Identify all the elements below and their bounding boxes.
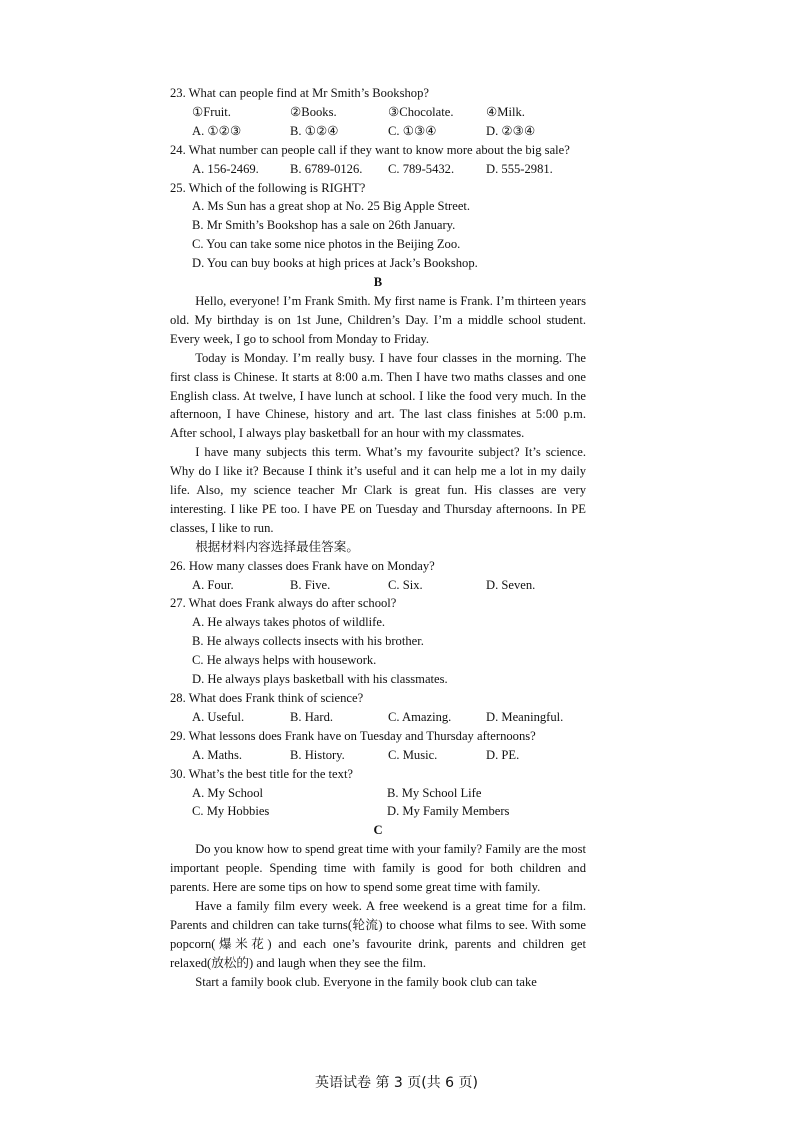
option: B. Hard.: [290, 709, 334, 724]
option: C. Amazing.: [388, 709, 452, 724]
question-30-options: [170, 784, 586, 803]
item: ③Chocolate.: [388, 104, 454, 119]
option: A. My School: [192, 785, 264, 800]
option: C. He always helps with housework.: [192, 653, 377, 668]
option: C. My Hobbies: [192, 804, 270, 819]
option: D. PE.: [486, 747, 520, 762]
passage-b-paragraph: I have many subjects this term. What’s my favourite subject? It’s science. Why do I like it? Because I think it’s useful and it can help me a lot in my daily life. Also, my science teacher Mr Clark is great fun. His classes are very interesting. I like PE too. I have PE on Tuesday and Thursday afternoons. In PE classes, I like to run.: [170, 445, 586, 535]
option: C. ①③④: [388, 123, 437, 138]
question-29-options: [170, 746, 586, 765]
option: A. Useful.: [192, 709, 245, 724]
option: D. My Family Members: [387, 804, 510, 819]
question-28-options: [170, 708, 586, 727]
option: A. Four.: [192, 577, 234, 592]
passage-c-paragraph: Have a family film every week. A free weekend is a great time for a film. Parents and children can take turns(轮流) to choose what films to see. With some popcorn(爆米花) and each one’s favourite drink, parents and children get relaxed(放松的) and laugh when they see the film.: [170, 898, 586, 970]
option: C. 789-5432.: [388, 161, 455, 176]
option: A. Ms Sun has a great shop at No. 25 Big Apple Street.: [192, 199, 471, 214]
option: D. 555-2981.: [486, 161, 553, 176]
question-28: 28. What does Frank think of science?: [170, 691, 364, 705]
option: D. Meaningful.: [486, 709, 564, 724]
option: D. ②③④: [486, 123, 536, 138]
item: ②Books.: [290, 104, 337, 119]
question-27: 27. What does Frank always do after school?: [170, 596, 397, 611]
exam-page-content: [170, 84, 586, 992]
option: B. Mr Smith’s Bookshop has a sale on 26th January.: [192, 218, 456, 233]
option: A. Maths.: [192, 747, 243, 762]
question-23-items: [170, 103, 586, 122]
passage-b-paragraph: Hello, everyone! I’m Frank Smith. My first name is Frank. I’m thirteen years old. My birthday is on 1st June, Children’s Day. I’m a middle school student. Every week, I go to school from Monday to Friday.: [170, 293, 586, 346]
passage-c-paragraph: Start a family book club. Everyone in the family book club can take: [195, 974, 537, 989]
item: ①Fruit.: [192, 104, 231, 119]
option: A. ①②③: [192, 123, 242, 138]
option: B. History.: [290, 747, 345, 762]
option: D. Seven.: [486, 577, 536, 592]
option: A. 156-2469.: [192, 161, 259, 176]
question-30-options: [170, 802, 586, 821]
section-b-heading: B: [373, 275, 383, 290]
instruction: 根据材料内容选择最佳答案。: [195, 539, 359, 554]
option: B. ①②④: [290, 123, 339, 138]
option: A. He always takes photos of wildlife.: [192, 615, 386, 630]
option: D. You can buy books at high prices at Jack’s Bookshop.: [192, 256, 478, 271]
question-30: 30. What’s the best title for the text?: [170, 766, 354, 781]
item: ④Milk.: [486, 104, 525, 119]
option: B. He always collects insects with his brother.: [192, 634, 424, 649]
question-23: 23. What can people find at Mr Smith’s Bookshop?: [170, 86, 429, 100]
option: B. Five.: [290, 577, 331, 592]
option: C. You can take some nice photos in the Beijing Zoo.: [192, 237, 461, 252]
question-25: 25. Which of the following is RIGHT?: [170, 180, 366, 195]
passage-c-paragraph: Do you know how to spend great time with your family? Family are the most important people. Spending time with family is good for both children and parents. Here are some tips on how to spend some great time with family.: [170, 842, 586, 895]
option: D. He always plays basketball with his classmates.: [192, 672, 448, 687]
section-c-heading: C: [373, 823, 383, 838]
option: C. Six.: [388, 577, 423, 592]
option: C. Music.: [388, 747, 438, 762]
question-26-options: [170, 576, 586, 595]
question-29: 29. What lessons does Frank have on Tuesday and Thursday afternoons?: [170, 728, 536, 743]
question-23-options: [170, 122, 586, 141]
option: B. 6789-0126.: [290, 161, 363, 176]
option: B. My School Life: [387, 785, 482, 800]
question-26: 26. How many classes does Frank have on Monday?: [170, 558, 435, 573]
passage-b-paragraph: Today is Monday. I’m really busy. I have four classes in the morning. The first class is Chinese. It starts at 8:00 a.m. Then I have two maths classes and one English class. At twelve, I have lunch at school. I like the food very much. In the afternoon, I have Chinese, history and art. The last class finishes at 5:00 p.m. After school, I always play basketball for an hour with my classmates.: [170, 350, 586, 441]
question-24-options: [170, 160, 586, 179]
page-footer: 英语试卷 第 3 页(共 6 页): [315, 1075, 478, 1091]
question-24: 24. What number can people call if they want to know more about the big sale?: [170, 142, 570, 157]
